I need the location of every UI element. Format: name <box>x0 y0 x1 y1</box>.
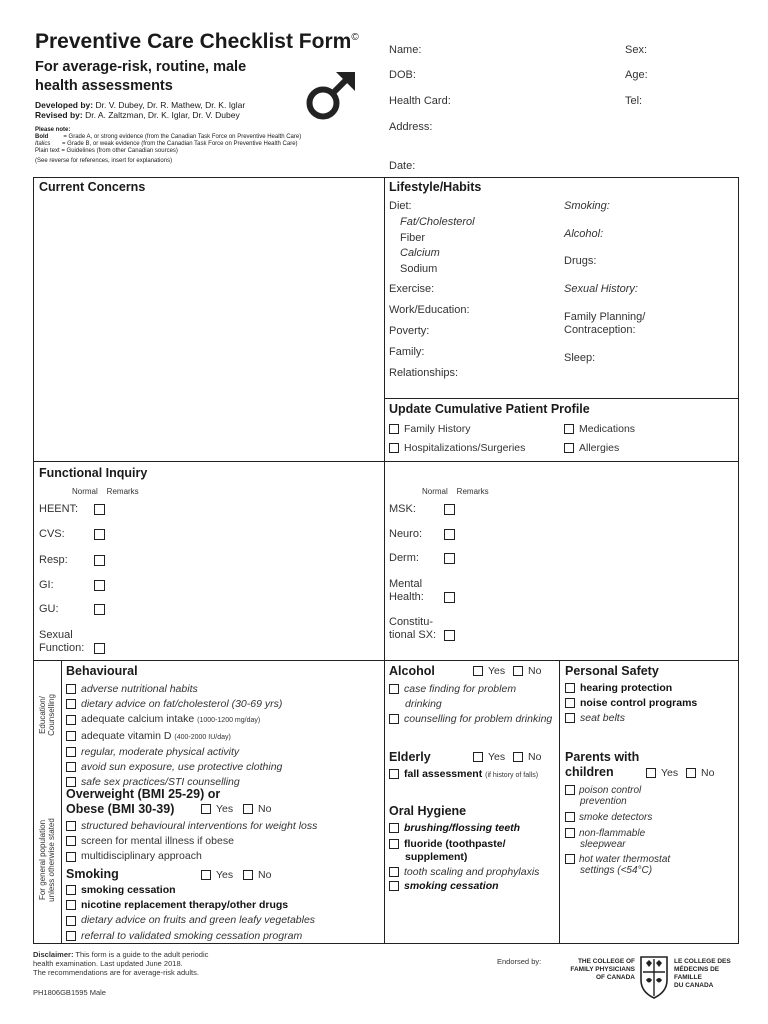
oral-hygiene-title: Oral Hygiene <box>389 804 467 818</box>
constitutional-checkbox[interactable] <box>444 630 455 641</box>
checkbox[interactable] <box>389 424 399 434</box>
side-label-education: Education/ Counselling <box>38 694 56 736</box>
checkbox[interactable] <box>66 747 76 757</box>
cmfc-name: LE COLLEGE DES MÉDECINS DE FAMILLE DU CANADA <box>674 958 731 989</box>
fiber-label[interactable]: Fiber <box>400 232 426 244</box>
checkbox[interactable] <box>389 714 399 724</box>
sodium-label[interactable]: Sodium <box>400 263 438 275</box>
checkbox[interactable] <box>565 683 575 693</box>
seat-belts[interactable]: seat belts <box>565 712 625 724</box>
hot-water-thermostat[interactable]: hot water thermostat settings (<54°C) <box>565 854 670 876</box>
medications-checkbox[interactable]: Medications <box>564 423 635 435</box>
checkbox[interactable] <box>565 812 575 822</box>
resp-label: Resp: <box>39 554 68 566</box>
sleep-label[interactable]: Sleep: <box>564 352 596 364</box>
checkbox[interactable] <box>66 885 76 895</box>
sexual-function-checkbox[interactable] <box>94 643 105 654</box>
checkbox[interactable] <box>473 666 483 676</box>
behavioural-item[interactable]: dietary advice on fat/cholesterol (30-69 yrs) <box>66 697 282 712</box>
gi-checkbox[interactable] <box>94 580 105 591</box>
smoke-detectors[interactable]: smoke detectors <box>565 812 652 823</box>
cvs-checkbox[interactable] <box>94 529 105 540</box>
checkbox[interactable] <box>686 768 696 778</box>
page-title: Preventive Care Checklist Form© <box>35 30 359 53</box>
hospitalizations-checkbox[interactable]: Hospitalizations/Surgeries <box>389 442 525 454</box>
oral-smoking-cessation[interactable]: smoking cessation <box>389 880 499 892</box>
family-label[interactable]: Family: <box>389 346 425 358</box>
elderly-title: Elderly <box>389 750 431 764</box>
form-code: PH1806GB1595 Male <box>33 988 106 997</box>
smoking-item[interactable]: nicotine replacement therapy/other drugs <box>66 898 315 913</box>
checkbox[interactable] <box>66 931 76 941</box>
parents-yes-checkbox[interactable]: Yes <box>646 767 678 779</box>
checkbox[interactable] <box>66 900 76 910</box>
gu-label: GU: <box>39 603 59 615</box>
behavioural-list <box>66 682 282 790</box>
personal-safety-title: Personal Safety <box>565 664 659 678</box>
address-field[interactable]: Address: <box>389 121 433 133</box>
heent-checkbox[interactable] <box>94 504 105 515</box>
checkbox[interactable] <box>66 916 76 926</box>
checkbox[interactable] <box>513 666 523 676</box>
checkbox[interactable] <box>66 699 76 709</box>
date-field[interactable]: Date: <box>389 160 416 172</box>
behavioural-item[interactable]: adequate calcium intake (1000-1200 mg/day) <box>66 712 282 728</box>
non-flammable-sleepwear[interactable]: non-flammable sleepwear <box>565 828 645 850</box>
overweight-item[interactable]: multidisciplinary approach <box>66 849 317 864</box>
fi-headers-left: Normal Remarks <box>72 487 139 496</box>
derm-label: Derm: <box>389 552 419 564</box>
constitutional-label: Constitu- tional SX: <box>389 616 437 641</box>
poison-control[interactable]: poison control prevention <box>565 785 641 807</box>
allergies-checkbox[interactable]: Allergies <box>564 442 619 454</box>
page-subtitle: For average-risk, routine, male health assessments <box>35 59 247 94</box>
gi-label: GI: <box>39 579 54 591</box>
checkbox[interactable] <box>66 715 76 725</box>
side-label-population: For general population unless otherwise stated <box>38 818 56 902</box>
overweight-no-checkbox[interactable]: No <box>243 803 271 815</box>
behavioural-item[interactable]: safe sex practices/STI counselling <box>66 775 282 790</box>
work-label[interactable]: Work/Education: <box>389 304 470 316</box>
parents-no-checkbox[interactable]: No <box>686 767 714 779</box>
authors: Developed by: Dr. V. Dubey, Dr. R. Mathew, Dr. K. Iglar Revised by: Dr. A. Zaltzman, Dr. K. Iglar, Dr. V. Dubey <box>35 100 246 120</box>
age-field[interactable]: Age: <box>625 69 648 81</box>
resp-checkbox[interactable] <box>94 555 105 566</box>
checkbox[interactable] <box>201 870 211 880</box>
checkbox[interactable] <box>389 443 399 453</box>
family-history-checkbox[interactable]: Family History <box>389 423 471 435</box>
checkbox[interactable] <box>66 731 76 741</box>
msk-checkbox[interactable] <box>444 504 455 515</box>
current-concerns-title: Current Concerns <box>39 180 146 194</box>
tel-field[interactable]: Tel: <box>625 95 643 107</box>
neuro-checkbox[interactable] <box>444 529 455 540</box>
drugs-label[interactable]: Drugs: <box>564 255 597 267</box>
overweight-item[interactable]: structured behavioural interventions for weight loss <box>66 819 317 834</box>
checkbox[interactable] <box>646 768 656 778</box>
checkbox[interactable] <box>389 881 399 891</box>
checkbox[interactable] <box>565 698 575 708</box>
cfpc-name: THE COLLEGE OF FAMILY PHYSICIANS OF CANADA <box>570 958 635 981</box>
functional-inquiry-title: Functional Inquiry <box>39 466 148 480</box>
checkbox[interactable] <box>66 762 76 772</box>
alcohol-counselling[interactable]: counselling for problem drinking <box>389 713 552 725</box>
exercise-label[interactable]: Exercise: <box>389 283 435 295</box>
fall-assessment[interactable]: fall assessment (if history of falls) <box>389 768 538 780</box>
health-card-field[interactable]: Health Card: <box>389 95 451 107</box>
derm-checkbox[interactable] <box>444 553 455 564</box>
divider-vertical <box>61 660 62 944</box>
heent-label: HEENT: <box>39 503 79 515</box>
overweight-list <box>66 819 317 865</box>
smoking-list <box>66 883 315 944</box>
mental-health-label: Mental Health: <box>389 578 424 603</box>
oral-fluoride[interactable]: fluoride (toothpaste/ supplement) <box>389 838 506 864</box>
profile-title: Update Cumulative Patient Profile <box>389 402 590 416</box>
mental-health-checkbox[interactable] <box>444 592 455 603</box>
smoking-item[interactable]: dietary advice on fruits and green leafy vegetables <box>66 913 315 928</box>
elderly-yes-checkbox[interactable]: Yes <box>473 751 505 763</box>
alcohol-case-finding[interactable]: case finding for problem drinking <box>389 682 516 712</box>
checkbox[interactable] <box>201 804 211 814</box>
name-field[interactable]: Name: <box>389 44 422 56</box>
divider-h <box>33 461 739 462</box>
alcohol-no-checkbox[interactable]: No <box>513 665 541 677</box>
disclaimer: Disclaimer: This form is a guide to the adult periodic health examination. Last updated June 2018. The recommendations are for average-risk adults. <box>33 950 209 977</box>
checkbox[interactable] <box>243 870 253 880</box>
checkbox[interactable] <box>564 424 574 434</box>
checkbox[interactable] <box>389 839 399 849</box>
lifestyle-title: Lifestyle/Habits <box>389 180 482 194</box>
divider-h <box>33 660 739 661</box>
legend-note: Please note: Bold = Grade A, or strong evidence (from the Canadian Task Force on Preventive Health Care) Italics = Grade B, or weak evidence (from the Canadian Task Force on Preventive Health Care) Plain text = Guidelines (from other Canadian sources) (See reverse for references, insert for explanations) <box>35 127 302 164</box>
checkbox[interactable] <box>66 836 76 846</box>
checkbox[interactable] <box>389 823 399 833</box>
smoking-title: Smoking <box>66 867 119 881</box>
msk-label: MSK: <box>389 503 416 515</box>
behavioural-item[interactable]: avoid sun exposure, use protective clothing <box>66 760 282 775</box>
alcohol-title: Alcohol <box>389 664 435 678</box>
cvs-label: CVS: <box>39 528 65 540</box>
gu-checkbox[interactable] <box>94 604 105 615</box>
neuro-label: Neuro: <box>389 528 423 540</box>
alcohol-label[interactable]: Alcohol: <box>564 228 604 240</box>
male-symbol-icon <box>303 70 358 122</box>
current-concerns-area[interactable] <box>36 198 381 458</box>
elderly-no-checkbox[interactable]: No <box>513 751 541 763</box>
endorsed-by: Endorsed by: <box>497 957 542 966</box>
checkbox[interactable] <box>565 854 575 864</box>
checkbox[interactable] <box>565 713 575 723</box>
relationships-label[interactable]: Relationships: <box>389 367 459 379</box>
family-planning-label[interactable]: Family Planning/ Contraception: <box>564 311 646 336</box>
checkbox[interactable] <box>66 777 76 787</box>
checkbox[interactable] <box>66 684 76 694</box>
oral-brushing[interactable]: brushing/flossing teeth <box>389 822 520 834</box>
college-crest-icon <box>638 954 670 1000</box>
checkbox[interactable] <box>66 852 76 862</box>
parents-title: Parents with children <box>565 750 640 779</box>
hearing-protection[interactable]: hearing protection <box>565 682 672 694</box>
sexual-history-label[interactable]: Sexual History: <box>564 283 638 295</box>
calcium-label[interactable]: Calcium <box>400 247 440 259</box>
diet-label[interactable]: Diet: <box>389 200 412 212</box>
divider-vertical <box>384 177 385 944</box>
checkbox[interactable] <box>473 752 483 762</box>
noise-control[interactable]: noise control programs <box>565 697 697 709</box>
overweight-title: Overweight (BMI 25-29) or Obese (BMI 30-39) <box>66 787 221 816</box>
overweight-item[interactable]: screen for mental illness if obese <box>66 834 317 849</box>
behavioural-item[interactable]: regular, moderate physical activity <box>66 745 282 760</box>
behavioural-item[interactable]: adequate vitamin D (400-2000 IU/day) <box>66 729 282 745</box>
oral-scaling[interactable]: tooth scaling and prophylaxis <box>389 866 539 878</box>
checkbox[interactable] <box>513 752 523 762</box>
smoking-item[interactable]: referral to validated smoking cessation program <box>66 929 315 944</box>
sex-field[interactable]: Sex: <box>625 44 648 56</box>
fat-label[interactable]: Fat/Cholesterol <box>400 216 475 228</box>
divider-h <box>384 398 739 399</box>
checkbox[interactable] <box>389 684 399 694</box>
alcohol-yes-checkbox[interactable]: Yes <box>473 665 505 677</box>
checkbox[interactable] <box>389 867 399 877</box>
behavioural-item[interactable]: adverse nutritional habits <box>66 682 282 697</box>
checkbox[interactable] <box>565 785 575 795</box>
fi-headers-right: Normal Remarks <box>422 487 489 496</box>
sexual-function-label: Sexual Function: <box>39 629 85 654</box>
checkbox[interactable] <box>565 828 575 838</box>
checkbox[interactable] <box>564 443 574 453</box>
smoking-label[interactable]: Smoking: <box>564 200 610 212</box>
divider-vertical <box>559 660 560 944</box>
poverty-label[interactable]: Poverty: <box>389 325 430 337</box>
checkbox[interactable] <box>389 769 399 779</box>
behavioural-title: Behavioural <box>66 664 138 678</box>
smoking-item[interactable]: smoking cessation <box>66 883 315 898</box>
overweight-yes-checkbox[interactable]: Yes <box>201 803 233 815</box>
smoking-yes-checkbox[interactable]: Yes <box>201 869 233 881</box>
dob-field[interactable]: DOB: <box>389 69 416 81</box>
smoking-no-checkbox[interactable]: No <box>243 869 271 881</box>
checkbox[interactable] <box>243 804 253 814</box>
checkbox[interactable] <box>66 821 76 831</box>
